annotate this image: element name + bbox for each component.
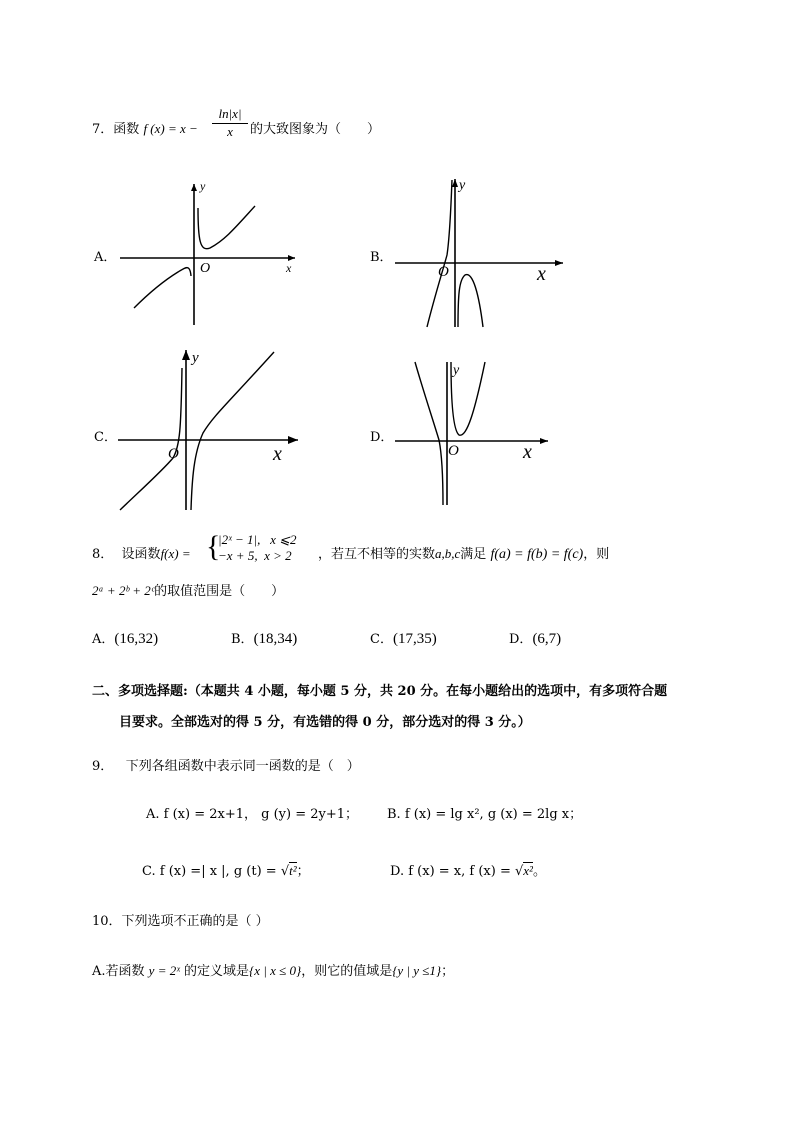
section-2-heading-line2: 目要求。全部选对的得 5 分，有选错的得 0 分，部分选对的得 3 分。） bbox=[119, 715, 531, 730]
q9-option-b: B. f (x) = lg x², g (x) = 2lg x； bbox=[387, 807, 583, 822]
graph-d-origin: O bbox=[448, 443, 459, 459]
q9-option-d-pre: D. f (x) = x, f (x) = bbox=[390, 864, 511, 879]
q7-graph-a bbox=[120, 180, 300, 330]
q8-option-d-value: (6,7) bbox=[532, 631, 562, 647]
q8-line-2 bbox=[92, 580, 284, 599]
q7-graph-b bbox=[395, 175, 570, 330]
q9-text: 下列各组函数中表示同一函数的是（ ） bbox=[125, 759, 360, 774]
q7-formula: f (x) = x − bbox=[143, 121, 198, 136]
q8-piecewise bbox=[206, 532, 297, 564]
q8-option-b bbox=[231, 628, 297, 648]
graph-c-y-arrow bbox=[182, 350, 190, 360]
q10-option-a bbox=[92, 960, 454, 979]
q10-number: 10． bbox=[92, 914, 122, 929]
q10-option-a-range: {y | y ≤1} bbox=[392, 963, 442, 978]
q9-option-c-pre: C. f (x) =| x |, g (t) = bbox=[142, 864, 277, 879]
q10-option-a-end: ； bbox=[441, 964, 455, 979]
q8-case2-cond: x > 2 bbox=[264, 548, 292, 563]
q7-prefix: 函数 bbox=[113, 122, 140, 137]
q7-number: 7． bbox=[92, 122, 114, 137]
q8-case1-cond: x ⩽2 bbox=[270, 532, 297, 547]
q8-vars: a,b,c bbox=[435, 546, 461, 561]
graph-a-x-label: x bbox=[286, 261, 292, 275]
q8-mid: ，若互不相等的实数 bbox=[318, 547, 436, 562]
q8-line2-expr: 2ᵃ + 2ᵇ + 2ᶜ bbox=[92, 583, 155, 598]
q7-fraction bbox=[212, 106, 248, 140]
graph-b-y-label: y bbox=[459, 178, 466, 193]
q8-line2-text: 的取值范围是（ ） bbox=[154, 584, 285, 599]
graph-a-y-label: y bbox=[200, 179, 206, 193]
q8-option-d bbox=[509, 628, 561, 648]
graph-d-x-label: x bbox=[523, 441, 532, 463]
q9-option-c bbox=[142, 860, 310, 879]
q8-number: 8． bbox=[92, 547, 114, 562]
graph-b-left-branch bbox=[427, 180, 452, 327]
q7-graph-d bbox=[395, 360, 555, 508]
q9-option-d-post: 。 bbox=[532, 864, 546, 879]
q7-frac-den: x bbox=[227, 124, 233, 139]
q9-option-c-rad: t² bbox=[289, 863, 297, 878]
q8-option-a bbox=[92, 628, 158, 648]
q8-number-prefix bbox=[92, 543, 191, 562]
graph-a-left-branch bbox=[134, 268, 191, 308]
graph-c-x-arrow bbox=[288, 436, 298, 444]
q10-option-a-mid2: ，则它的值域是 bbox=[301, 964, 393, 979]
graph-d-x-arrow bbox=[540, 438, 548, 444]
q9-option-d-rad: x² bbox=[523, 863, 533, 878]
sqrt-icon: √ bbox=[280, 864, 290, 879]
q7-option-a-label: A． bbox=[94, 250, 117, 265]
q8-cond: f(a) = f(b) = f(c) bbox=[490, 547, 584, 562]
graph-a-right-branch bbox=[198, 206, 255, 249]
q9-option-c-post: ； bbox=[296, 864, 310, 879]
q10-stem bbox=[92, 910, 269, 929]
q10-option-a-domain: {x | x ≤ 0} bbox=[249, 963, 302, 978]
graph-c-x-label: x bbox=[273, 443, 282, 465]
q7-option-c-label: C． bbox=[94, 430, 117, 445]
q10-option-a-mid: 的定义域是 bbox=[184, 964, 250, 979]
q8-option-b-label: B． bbox=[231, 632, 254, 647]
q8-mid2: 满足 bbox=[460, 547, 487, 562]
q8-option-c-value: (17,35) bbox=[392, 631, 437, 647]
graph-d-y-label: y bbox=[453, 363, 460, 378]
graph-c-y-label: y bbox=[192, 350, 199, 366]
q9-option-a: A. f (x) = 2x+1， g (y) = 2y+1； bbox=[146, 807, 359, 822]
section-2-heading-line1: 二、多项选择题:（本题共 4 小题，每小题 5 分，共 20 分。在每小题给出的选项中，有多项符合题 bbox=[92, 684, 668, 699]
graph-d-left-branch bbox=[415, 362, 443, 505]
q8-option-a-value: (16,32) bbox=[114, 631, 159, 647]
q7-graph-c bbox=[118, 348, 303, 513]
graph-c-left-branch bbox=[120, 368, 182, 510]
q8-stem-rest bbox=[318, 543, 609, 563]
graph-a-origin: O bbox=[200, 261, 211, 276]
q10-option-a-fn: y = 2ˣ bbox=[148, 963, 180, 978]
q8-case1-expr: |2ˣ − 1|, bbox=[218, 532, 261, 547]
graph-c-right-branch bbox=[191, 352, 274, 510]
graph-b-y-arrow bbox=[452, 179, 458, 187]
graph-a-y-arrow bbox=[191, 184, 197, 191]
q8-end: ，则 bbox=[583, 547, 610, 562]
q8-option-a-label: A． bbox=[92, 632, 115, 647]
q8-prefix: 设函数 bbox=[121, 547, 161, 562]
sqrt-icon: √ bbox=[514, 864, 524, 879]
q9-option-d bbox=[390, 860, 546, 879]
q9-number: 9． bbox=[92, 759, 114, 774]
q7-frac-num: ln|x| bbox=[212, 106, 248, 124]
q7-option-d-label: D． bbox=[370, 430, 394, 445]
q10-option-a-pre: A.若函数 bbox=[92, 964, 145, 979]
q8-fx: f(x) = bbox=[160, 546, 191, 561]
q8-option-c bbox=[370, 628, 437, 648]
graph-b-x-label: x bbox=[537, 263, 546, 285]
graph-b-right-branch bbox=[458, 275, 483, 327]
q8-option-c-label: C． bbox=[370, 632, 393, 647]
graph-b-origin: O bbox=[438, 264, 449, 280]
q8-case2-expr: −x + 5, bbox=[218, 548, 258, 563]
q9-stem bbox=[92, 755, 360, 774]
q7-option-b-label: B． bbox=[370, 250, 393, 265]
graph-c-origin: O bbox=[168, 446, 179, 462]
q8-option-b-value: (18,34) bbox=[253, 631, 298, 647]
q7-stem bbox=[92, 118, 198, 137]
q8-brace-icon: { bbox=[206, 530, 221, 563]
q8-option-d-label: D． bbox=[509, 632, 533, 647]
q10-text: 下列选项不正确的是（ ） bbox=[121, 914, 269, 929]
graph-b-x-arrow bbox=[555, 260, 563, 266]
q7-suffix: 的大致图象为（ ） bbox=[250, 122, 381, 137]
